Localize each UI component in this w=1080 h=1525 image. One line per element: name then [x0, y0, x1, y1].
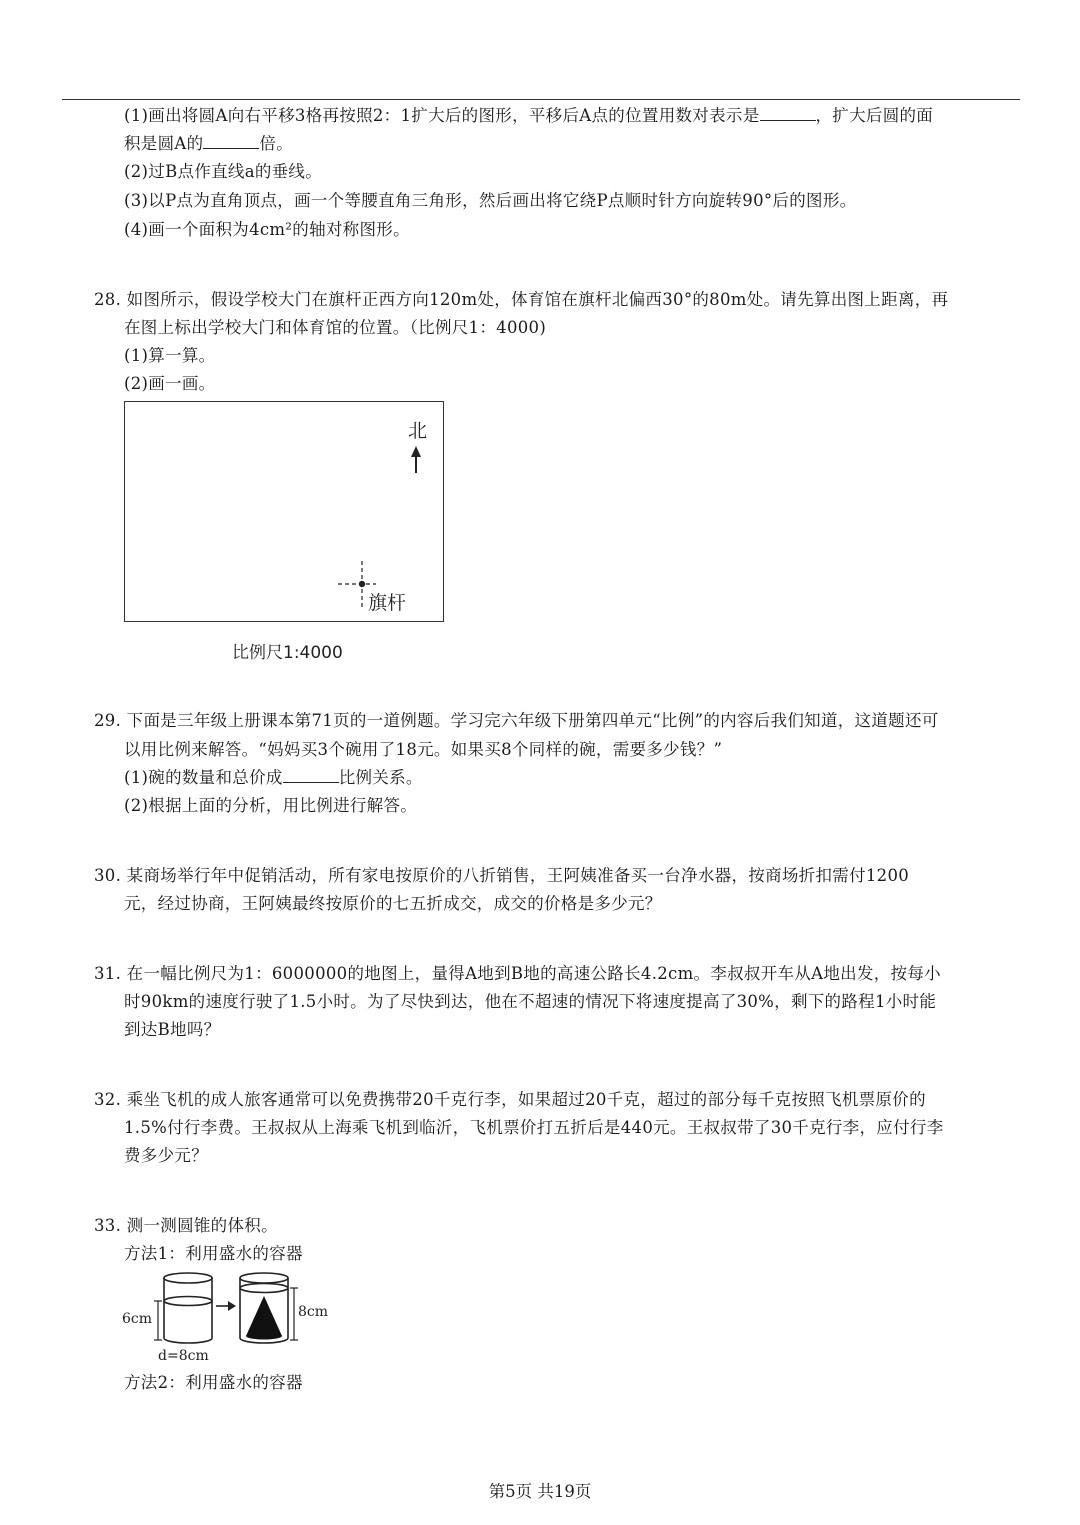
q32-line3: 费多少元？ — [124, 1146, 208, 1165]
q27-sub1-line2-tail: 倍。 — [259, 134, 294, 153]
label-8cm: 8cm — [298, 1304, 329, 1320]
q27-sub1-line2-text: 积是圆A的 — [124, 134, 204, 153]
label-6cm: 6cm — [122, 1311, 153, 1327]
height-marker-8cm — [290, 1288, 298, 1340]
q27-sub1-line2 — [124, 133, 293, 155]
answer-blank[interactable] — [283, 768, 339, 783]
arrow-right-icon — [216, 1301, 236, 1311]
q27-sub4: (4)画一个面积为4cm²的轴对称图形。 — [124, 220, 410, 239]
q31-line3: 到达B地吗？ — [124, 1020, 221, 1039]
q29-sub1-tail: 比例关系。 — [338, 768, 423, 787]
q30-line2: 元，经过协商，王阿姨最终按原价的七五折成交，成交的价格是多少元？ — [124, 894, 662, 913]
q29-sub1 — [124, 767, 423, 789]
q28-sub1: (1)算一算。 — [124, 346, 216, 365]
header-rule — [62, 99, 1020, 100]
answer-blank[interactable] — [760, 106, 816, 121]
q33-method1: 方法1：利用盛水的容器 — [124, 1244, 303, 1263]
left-cylinder-icon — [164, 1273, 212, 1343]
cylinder-diagram — [118, 1268, 338, 1364]
q27-sub1-tail: ，扩大后圆的面 — [815, 106, 934, 125]
q27-sub1-line1 — [124, 105, 933, 127]
page-footer: 第5页 共19页 — [488, 1482, 592, 1501]
q32-line1: 32. 乘坐飞机的成人旅客通常可以免费携带20千克行李，如果超过20千克，超过的部分每千克按照飞机票原价的 — [94, 1090, 926, 1109]
q30-line1: 30. 某商场举行年中促销活动，所有家电按原价的八折销售，王阿姨准备买一台净水器，按商场折扣需付1200 — [94, 866, 910, 885]
cone-icon — [246, 1296, 282, 1336]
label-diameter: d=8cm — [158, 1348, 209, 1364]
q29-line1: 29. 下面是三年级上册课本第71页的一道例题。学习完六年级下册第四单元“比例”的内容后我们知道，这道题还可 — [94, 711, 939, 730]
q29-sub2: (2)根据上面的分析，用比例进行解答。 — [124, 796, 418, 815]
north-label: 北 — [408, 420, 428, 442]
height-marker-6cm — [154, 1301, 162, 1340]
cone-base — [246, 1333, 282, 1340]
map-diagram[interactable] — [124, 401, 444, 622]
q33-line1: 33. 测一测圆锥的体积。 — [94, 1216, 278, 1235]
q29-sub1-text: (1)碗的数量和总价成 — [124, 768, 283, 787]
q31-line1: 31. 在一幅比例尺为1：6000000的地图上，量得A地到B地的高速公路长4.2cm。李叔叔开车从A地出发，按每小 — [94, 964, 941, 983]
answer-blank[interactable] — [203, 134, 259, 149]
q31-line2: 时90km的速度行驶了1.5小时。为了尽快到达，他在不超速的情况下将速度提高了30%，剩下的路程1小时能 — [124, 992, 937, 1011]
q27-sub1-text: (1)画出将圆A向右平移3格再按照2：1扩大后的图形，平移后A点的位置用数对表示是 — [124, 106, 760, 125]
q33-method2: 方法2：利用盛水的容器 — [124, 1373, 303, 1392]
q29-line2: 以用比例来解答。“妈妈买3个碗用了18元。如果买8个同样的碗，需要多少钱？” — [124, 740, 723, 759]
q28-sub2: (2)画一画。 — [124, 374, 216, 393]
q27-sub2: (2)过B点作直线a的垂线。 — [124, 162, 323, 181]
north-arrow-icon — [411, 446, 421, 473]
q27-sub3: (3)以P点为直角顶点，画一个等腰直角三角形，然后画出将它绕P点顺时针方向旋转90°后的图形。 — [124, 191, 857, 210]
flagpole-label: 旗杆 — [368, 592, 407, 614]
q32-line2: 1.5%付行李费。王叔叔从上海乘飞机到临沂，飞机票价打五折后是440元。王叔叔带了30千克行李，应付行李 — [124, 1118, 944, 1137]
scale-caption: 比例尺1:4000 — [232, 643, 343, 663]
q28-line1: 28. 如图所示，假设学校大门在旗杆正西方向120m处，体育馆在旗杆北偏西30°的80m处。请先算出图上距离，再 — [94, 290, 949, 309]
q28-line2: 在图上标出学校大门和体育馆的位置。（比例尺1：4000) — [124, 318, 547, 337]
